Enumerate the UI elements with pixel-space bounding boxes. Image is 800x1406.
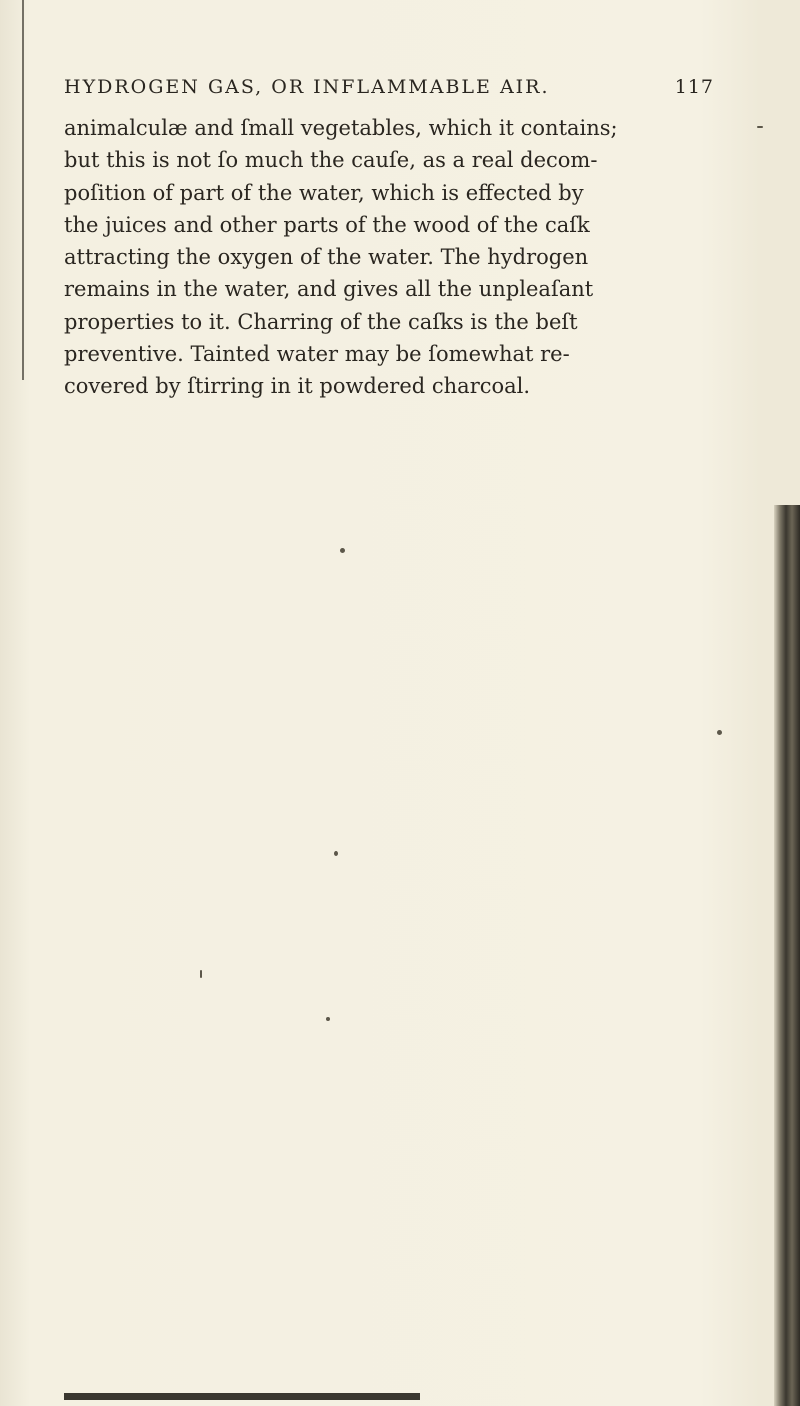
paper-speck <box>200 970 202 978</box>
running-head <box>64 76 714 98</box>
text-line: poſition of part of the water, which is effected by <box>64 180 584 205</box>
page-edge-line <box>22 0 24 380</box>
text-line: preventive. Tainted water may be ſomewhat re- <box>64 342 570 367</box>
text-line: the juices and other parts of the wood of the caſk <box>64 212 590 237</box>
paper-speck <box>757 126 763 128</box>
paper-speck <box>717 730 722 735</box>
paper-speck <box>326 1017 330 1021</box>
body-paragraph <box>64 112 744 403</box>
text-line: but this is not ſo much the cauſe, as a real decom- <box>64 148 598 173</box>
paper-speck <box>334 851 338 856</box>
text-line: attracting the oxygen of the water. The hydrogen <box>64 245 589 270</box>
bottom-edge-mark <box>64 1393 420 1400</box>
page-number: 117 <box>674 76 714 98</box>
paper-speck <box>340 548 345 553</box>
text-line: properties to it. Charring of the caſks is the beſt <box>64 309 578 334</box>
text-line: animalculæ and ſmall vegetables, which it contains; <box>64 116 618 140</box>
text-line: covered by ſtirring in it powdered charcoal. <box>64 374 531 399</box>
running-head-title: HYDROGEN GAS, OR INFLAMMABLE AIR. <box>64 76 550 98</box>
text-line: remains in the water, and gives all the unpleaſant <box>64 277 594 302</box>
binding-shadow <box>774 505 800 1406</box>
